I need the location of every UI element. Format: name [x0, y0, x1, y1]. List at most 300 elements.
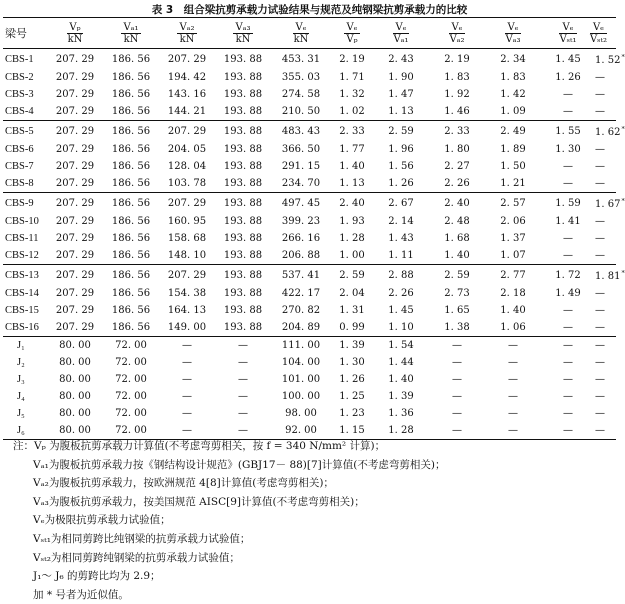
table-notes [13, 437, 613, 604]
value-cell: 193. 88 [223, 89, 263, 100]
value-cell: 1. 30 [555, 144, 581, 155]
value-cell: — [238, 391, 248, 402]
value-cell: 1. 80 [444, 144, 470, 155]
value-cell: 103. 78 [167, 178, 207, 189]
value-text: — [595, 425, 605, 436]
value-cell: 206. 88 [281, 250, 321, 261]
value-cell: 98. 00 [285, 408, 317, 419]
value-cell: — [508, 391, 518, 402]
value-cell: 80. 00 [59, 391, 91, 402]
value-cell: 207. 29 [55, 125, 95, 137]
value-cell: 111. 00 [281, 340, 321, 351]
value-cell: 2. 19 [444, 53, 470, 65]
value-cell: 2. 40 [444, 197, 470, 209]
value-cell [595, 388, 616, 405]
value-text: — [595, 391, 605, 402]
value-cell: 193. 88 [223, 288, 263, 299]
table-row [3, 121, 616, 142]
value-cell: 422. 17 [281, 288, 321, 299]
value-cell: 128. 04 [167, 161, 207, 172]
value-cell [595, 175, 616, 193]
value-cell: 207. 29 [55, 216, 95, 227]
value-cell: — [563, 340, 573, 351]
beam-id-cell: CBS-13 [5, 269, 39, 281]
table-row [3, 49, 616, 70]
value-cell: 80. 00 [59, 340, 91, 351]
value-cell: 2. 59 [444, 269, 470, 281]
value-text: — [595, 144, 605, 155]
header-va2: $\frac{\text{Vₐ₂}}{kN}$ [179, 21, 195, 45]
value-cell: 207. 29 [55, 178, 95, 189]
value-cell: 193. 88 [223, 269, 263, 281]
value-cell: 186. 56 [111, 250, 151, 261]
value-cell: 193. 88 [223, 72, 263, 83]
value-cell: — [452, 391, 462, 402]
value-cell: 1. 32 [339, 89, 365, 100]
beam-id-cell: CBS-15 [5, 305, 39, 316]
value-cell: 193. 88 [223, 197, 263, 209]
beam-id-cell: CBS-4 [5, 106, 34, 117]
header-ve-vst2: $\frac{\text{Vₑ}}{\text{Vₛₜ₂}}$ [589, 21, 608, 45]
value-cell: — [452, 374, 462, 385]
value-cell: 2. 06 [500, 216, 526, 227]
value-cell: — [238, 340, 248, 351]
value-cell: 207. 29 [55, 250, 95, 261]
value-cell: 207. 29 [167, 53, 207, 65]
value-cell: 1. 77 [339, 144, 365, 155]
note-line: Vₛₜ₁为相同剪跨比纯钢梁的抗剪承载力试验值； [33, 532, 251, 545]
value-cell: 1. 26 [388, 178, 414, 189]
value-cell: 1. 38 [444, 322, 470, 333]
value-cell: 2. 49 [500, 125, 526, 137]
value-cell [595, 405, 616, 422]
value-cell: — [563, 357, 573, 368]
value-cell: 1. 41 [555, 216, 581, 227]
value-cell: 483. 43 [281, 125, 321, 137]
header-ve-va3: $\frac{\text{Vₑ}}{\text{Vₐ₃}}$ [505, 21, 521, 45]
value-cell [595, 49, 625, 70]
value-cell: 193. 88 [223, 178, 263, 189]
value-text: — [595, 250, 605, 261]
value-cell: 186. 56 [111, 106, 151, 117]
beam-id-cell: J₁ [17, 340, 25, 351]
value-cell: 1. 21 [500, 178, 526, 189]
table-row [3, 193, 616, 214]
value-cell: — [508, 340, 518, 351]
header-ve-vp: $\frac{\text{Vₑ}}{\text{Vₚ}}$ [346, 21, 358, 45]
value-cell: — [563, 408, 573, 419]
table-row [3, 354, 616, 371]
value-cell: — [182, 391, 192, 402]
table-row [3, 247, 616, 265]
beam-id-cell: CBS-8 [5, 178, 34, 189]
beam-id-cell: CBS-5 [5, 125, 34, 137]
value-cell: 497. 45 [281, 197, 321, 209]
value-cell: 1. 92 [444, 89, 470, 100]
value-cell: 1. 68 [444, 233, 470, 244]
value-text: — [595, 72, 605, 83]
value-cell: 1. 39 [339, 340, 365, 351]
value-cell: 193. 88 [223, 144, 263, 155]
value-cell: 399. 23 [281, 216, 321, 227]
value-cell: 164. 13 [167, 305, 207, 316]
approx-marker: * [621, 197, 625, 205]
value-cell: 1. 15 [339, 425, 365, 436]
value-cell: 266. 16 [281, 233, 321, 244]
value-cell: 1. 13 [339, 178, 365, 189]
value-cell: 80. 00 [59, 357, 91, 368]
value-cell: 2. 19 [339, 53, 365, 65]
value-cell: 1. 50 [500, 161, 526, 172]
value-cell: 2. 77 [500, 269, 526, 281]
table-row [3, 405, 616, 422]
table-row [3, 141, 616, 158]
value-cell: — [508, 425, 518, 436]
value-cell: 186. 56 [111, 53, 151, 65]
value-cell: — [452, 340, 462, 351]
results-table [3, 17, 625, 440]
value-cell [595, 354, 616, 371]
beam-id-cell: J₄ [17, 391, 25, 402]
header-va3: $\frac{\text{Vₐ₃}}{kN}$ [235, 21, 251, 45]
value-cell: — [563, 161, 573, 172]
value-cell: — [182, 425, 192, 436]
header-ve-va2: $\frac{\text{Vₑ}}{\text{Vₐ₂}}$ [449, 21, 465, 45]
table-row [3, 86, 616, 103]
value-cell: 80. 00 [59, 408, 91, 419]
value-cell: — [182, 340, 192, 351]
value-cell: 355. 03 [281, 72, 321, 83]
table-row [3, 69, 616, 86]
value-cell: — [508, 408, 518, 419]
note-line: Vₐ₃为腹板抗剪承载力，按美国规范 AISC[9]计算值(不考虑弯剪相关)； [33, 495, 365, 508]
value-cell: 72. 00 [115, 340, 147, 351]
beam-id-cell: CBS-14 [5, 288, 39, 299]
value-cell: 2. 33 [339, 125, 365, 137]
value-cell: 72. 00 [115, 425, 147, 436]
table-body [3, 49, 625, 440]
value-cell: 1. 25 [339, 391, 365, 402]
value-text: — [595, 322, 605, 333]
value-cell [595, 103, 616, 121]
value-cell: 1. 02 [339, 106, 365, 117]
value-cell: 1. 56 [388, 161, 414, 172]
value-cell: — [563, 322, 573, 333]
value-cell: 1. 11 [388, 250, 414, 261]
value-cell: — [563, 391, 573, 402]
value-cell: 2. 34 [500, 53, 526, 65]
table-row [3, 285, 616, 302]
value-cell: — [563, 178, 573, 189]
beam-id-cell: CBS-12 [5, 250, 39, 261]
value-text: 1. 67 [595, 199, 621, 210]
value-cell: 1. 44 [388, 357, 414, 368]
note-line: 加 * 号者为近似值。 [33, 588, 129, 601]
value-cell [595, 69, 616, 86]
value-cell: 1. 26 [339, 374, 365, 385]
value-text: — [595, 288, 605, 299]
value-cell: 1. 37 [500, 233, 526, 244]
value-cell: 160. 95 [167, 216, 207, 227]
value-cell: 0. 99 [339, 322, 365, 333]
value-cell: 100. 00 [281, 391, 321, 402]
value-cell: 204. 05 [167, 144, 207, 155]
value-cell: 72. 00 [115, 374, 147, 385]
value-cell: 193. 88 [223, 53, 263, 65]
value-cell: 1. 40 [500, 305, 526, 316]
value-cell: 1. 83 [500, 72, 526, 83]
value-cell: 193. 88 [223, 216, 263, 227]
value-cell: 1. 13 [388, 106, 414, 117]
value-cell: 366. 50 [281, 144, 321, 155]
note-line: J₁～ J₆ 的剪跨比均为 2.9； [33, 570, 161, 583]
value-cell: 1. 59 [555, 197, 581, 209]
value-cell: 154. 38 [167, 288, 207, 299]
value-cell: 1. 89 [500, 144, 526, 155]
value-cell: 207. 29 [55, 106, 95, 117]
value-cell: 204. 89 [281, 322, 321, 333]
value-cell: — [508, 357, 518, 368]
value-cell: 207. 29 [55, 288, 95, 299]
value-text: — [595, 216, 605, 227]
value-cell: 1. 47 [388, 89, 414, 100]
value-cell: 1. 40 [388, 374, 414, 385]
value-cell: 193. 88 [223, 106, 263, 117]
value-cell [595, 247, 616, 265]
header-vp: $\frac{\text{Vₚ}}{kN}$ [67, 21, 83, 45]
value-cell: 2. 40 [339, 197, 365, 209]
value-cell: 1. 49 [555, 288, 581, 299]
value-cell: 207. 29 [167, 197, 207, 209]
value-cell: 2. 14 [388, 216, 414, 227]
value-cell: — [182, 408, 192, 419]
table-row [3, 265, 616, 286]
value-cell: 207. 29 [55, 161, 95, 172]
header-ve-vst1: $\frac{\text{Vₑ}}{\text{Vₛₜ₁}}$ [559, 21, 577, 45]
table-row [3, 103, 616, 121]
value-cell: 72. 00 [115, 391, 147, 402]
value-cell: — [238, 374, 248, 385]
value-cell: 1. 45 [388, 305, 414, 316]
table-row [3, 175, 616, 193]
value-cell: — [563, 305, 573, 316]
value-cell: 1. 83 [444, 72, 470, 83]
value-cell: — [182, 374, 192, 385]
value-cell: 234. 70 [281, 178, 321, 189]
value-cell: 1. 45 [555, 53, 581, 65]
value-cell: 1. 65 [444, 305, 470, 316]
value-cell: 2. 18 [500, 288, 526, 299]
table-row [3, 337, 616, 355]
table-caption: 表 3 组合梁抗剪承载力试验结果与规范及纯钢梁抗剪承载力的比较 [151, 4, 468, 16]
value-cell: 1. 07 [500, 250, 526, 261]
value-cell: 207. 29 [55, 322, 95, 333]
value-cell: 1. 36 [388, 408, 414, 419]
value-text: — [595, 305, 605, 316]
value-cell: 1. 09 [500, 106, 526, 117]
table-row [3, 319, 616, 337]
beam-id-cell: CBS-11 [5, 233, 39, 244]
value-cell: 207. 29 [167, 269, 207, 281]
value-cell: 207. 29 [55, 89, 95, 100]
value-text: — [595, 106, 605, 117]
value-cell: 194. 42 [167, 72, 207, 83]
value-cell: 186. 56 [111, 305, 151, 316]
value-cell: 2. 59 [388, 125, 414, 137]
value-cell [595, 337, 616, 355]
value-cell: — [563, 250, 573, 261]
note-line: 注：Vₚ 为腹板抗剪承载力计算值(不考虑弯剪相关，按 f = 340 N/mm² 计算)； [13, 440, 386, 452]
value-cell: 2. 67 [388, 197, 414, 209]
value-cell: 186. 56 [111, 72, 151, 83]
value-cell: 92. 00 [285, 425, 317, 436]
value-cell: 186. 56 [111, 288, 151, 299]
value-cell: 1. 31 [339, 305, 365, 316]
value-cell [595, 141, 616, 158]
header-row [3, 18, 616, 49]
value-cell [595, 285, 616, 302]
beam-id-cell: CBS-1 [5, 53, 34, 65]
value-cell: 101. 00 [281, 374, 321, 385]
value-cell: 2. 04 [339, 288, 365, 299]
table-row [3, 388, 616, 405]
value-cell: 1. 71 [339, 72, 365, 83]
value-cell: 1. 55 [555, 125, 581, 137]
beam-id-cell: CBS-2 [5, 72, 34, 83]
value-cell [595, 230, 616, 247]
table-row [3, 302, 616, 319]
value-cell: 1. 30 [339, 357, 365, 368]
value-cell: 186. 56 [111, 89, 151, 100]
value-cell: 80. 00 [59, 374, 91, 385]
value-cell: 1. 28 [339, 233, 365, 244]
value-text: — [595, 161, 605, 172]
beam-id-cell: J₂ [17, 357, 25, 368]
value-cell: 1. 10 [388, 322, 414, 333]
value-cell: 148. 10 [167, 250, 207, 261]
value-cell: 2. 27 [444, 161, 470, 172]
header-va1: $\frac{\text{Vₐ₁}}{kN}$ [123, 21, 139, 45]
value-cell: — [452, 425, 462, 436]
value-text: 1. 52 [595, 55, 621, 66]
value-cell: 1. 96 [388, 144, 414, 155]
value-cell: 453. 31 [281, 53, 321, 65]
value-cell [595, 86, 616, 103]
beam-id-cell: CBS-10 [5, 216, 39, 227]
value-cell: 207. 29 [55, 197, 95, 209]
note-line: Vₑ为极限抗剪承载力试验值； [33, 514, 171, 527]
value-cell: — [563, 374, 573, 385]
value-cell: 1. 06 [500, 322, 526, 333]
value-cell: 270. 82 [281, 305, 321, 316]
value-cell: 207. 29 [55, 144, 95, 155]
value-cell: 1. 40 [339, 161, 365, 172]
value-cell: 1. 90 [388, 72, 414, 83]
value-cell: 193. 88 [223, 322, 263, 333]
value-text: — [595, 89, 605, 100]
beam-id-cell: CBS-3 [5, 89, 34, 100]
table-row [3, 158, 616, 175]
value-cell: 193. 88 [223, 161, 263, 172]
value-text: — [595, 178, 605, 189]
approx-marker: * [621, 125, 625, 133]
value-text: 1. 62 [595, 127, 621, 138]
value-cell: 1. 28 [388, 425, 414, 436]
value-cell: — [563, 233, 573, 244]
value-cell: 1. 72 [555, 269, 581, 281]
value-cell [595, 302, 616, 319]
value-cell: 2. 33 [444, 125, 470, 137]
value-cell: 1. 40 [444, 250, 470, 261]
value-cell: — [452, 357, 462, 368]
header-beam-id: 梁号 [5, 27, 27, 40]
value-cell: — [238, 357, 248, 368]
value-text: — [595, 340, 605, 351]
value-cell: — [563, 106, 573, 117]
table-row [3, 230, 616, 247]
value-cell: 186. 56 [111, 269, 151, 281]
value-text: — [595, 233, 605, 244]
value-cell: 1. 46 [444, 106, 470, 117]
value-cell: 207. 29 [55, 305, 95, 316]
value-cell: 193. 88 [223, 305, 263, 316]
value-cell: 2. 59 [339, 269, 365, 281]
value-cell: — [238, 425, 248, 436]
value-cell: 210. 50 [281, 106, 321, 117]
value-cell: 143. 16 [167, 89, 207, 100]
value-cell: 104. 00 [281, 357, 321, 368]
value-cell [595, 158, 616, 175]
beam-id-cell: CBS-9 [5, 197, 34, 209]
value-cell: 1. 23 [339, 408, 365, 419]
value-cell: 2. 88 [388, 269, 414, 281]
value-cell [595, 265, 625, 286]
value-cell: 149. 00 [167, 322, 207, 333]
value-cell: — [238, 408, 248, 419]
value-cell: 1. 42 [500, 89, 526, 100]
value-cell: 80. 00 [59, 425, 91, 436]
table-row [3, 371, 616, 388]
value-cell: 193. 88 [223, 233, 263, 244]
value-cell: 1. 43 [388, 233, 414, 244]
value-cell: 2. 26 [444, 178, 470, 189]
value-cell: 193. 88 [223, 125, 263, 137]
beam-id-cell: J₃ [17, 374, 25, 385]
note-line: Vₛₜ₂为相同剪跨纯钢梁的抗剪承载力试验值； [33, 551, 240, 564]
value-text: — [595, 374, 605, 385]
value-cell: 144. 21 [167, 106, 207, 117]
value-cell [595, 319, 616, 337]
approx-marker: * [621, 53, 625, 61]
value-cell: 207. 29 [55, 53, 95, 65]
beam-id-cell: CBS-16 [5, 322, 39, 333]
value-cell: 186. 56 [111, 144, 151, 155]
value-cell: 2. 57 [500, 197, 526, 209]
value-cell: 186. 56 [111, 216, 151, 227]
value-cell: 72. 00 [115, 408, 147, 419]
value-cell: 1. 00 [339, 250, 365, 261]
value-cell: — [508, 374, 518, 385]
value-cell: 2. 73 [444, 288, 470, 299]
beam-id-cell: CBS-7 [5, 161, 34, 172]
value-cell: 186. 56 [111, 125, 151, 137]
value-cell: 158. 68 [167, 233, 207, 244]
value-cell: — [452, 408, 462, 419]
value-cell: — [563, 89, 573, 100]
value-cell: 1. 54 [388, 340, 414, 351]
value-cell: — [182, 357, 192, 368]
value-cell: 2. 43 [388, 53, 414, 65]
